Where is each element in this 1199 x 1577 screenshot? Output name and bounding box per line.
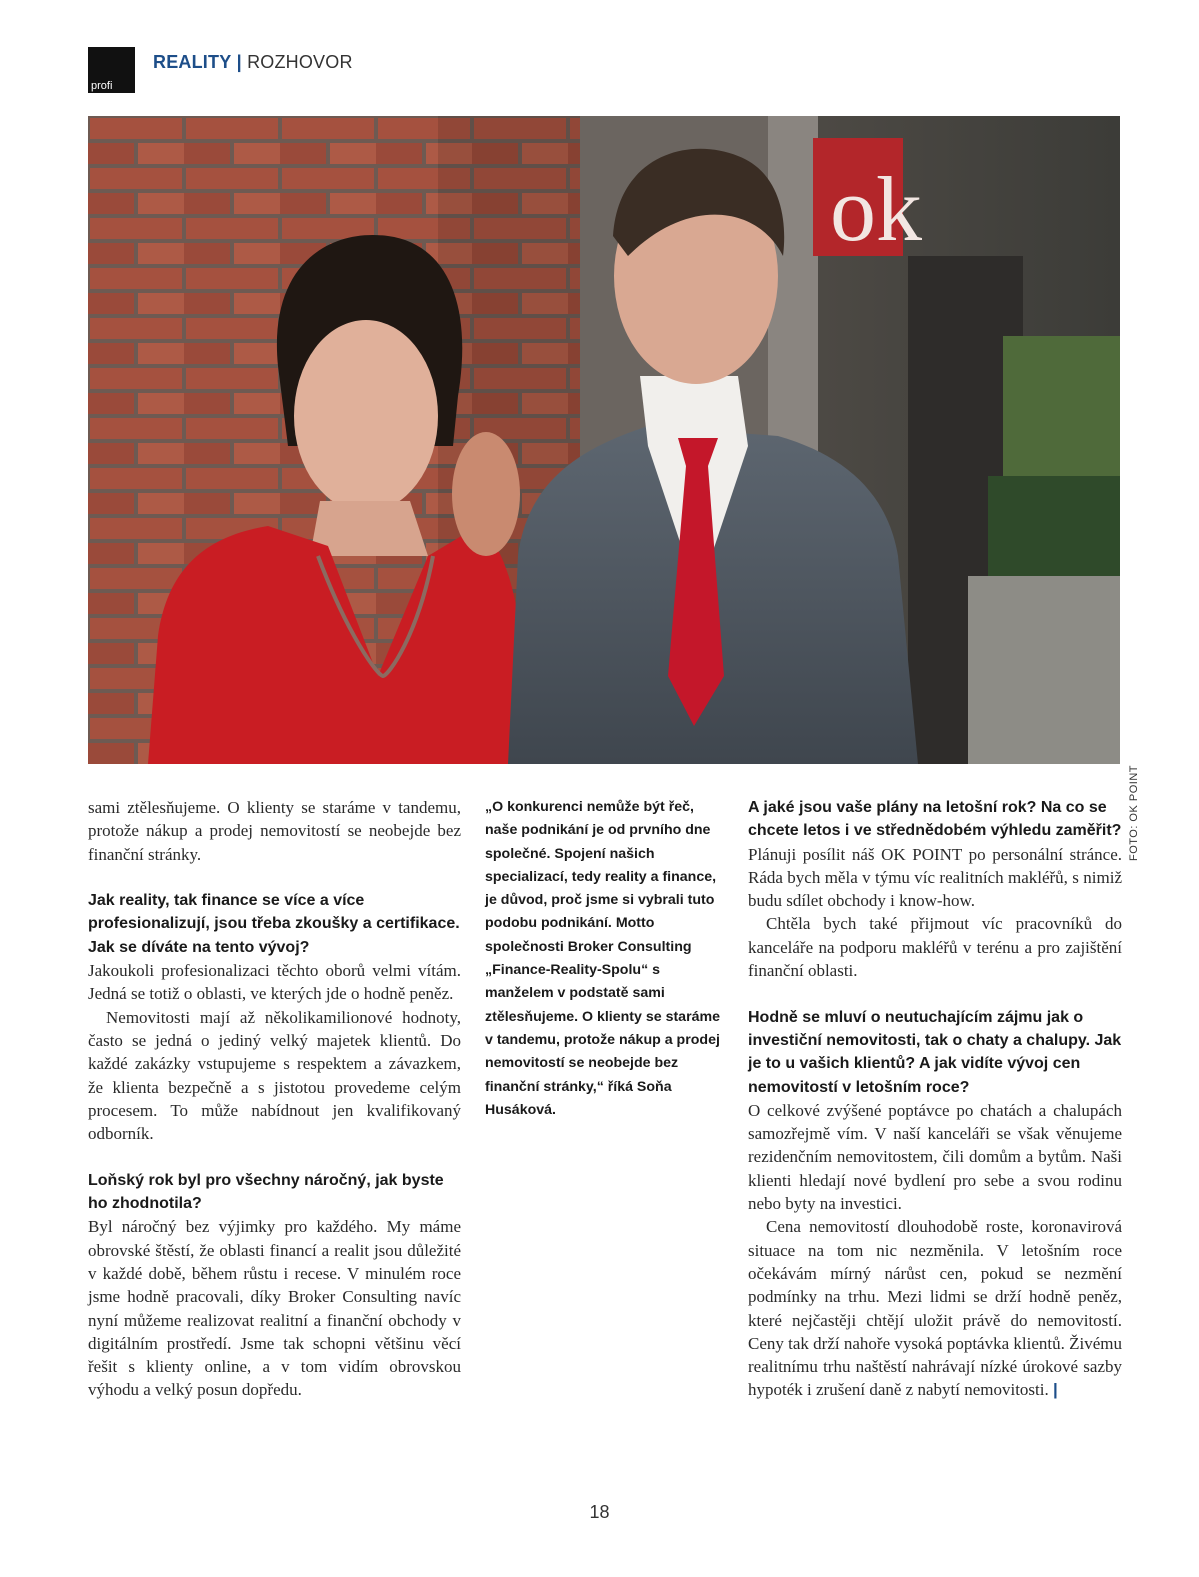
paragraph-text: Cena nemovitostí dlouhodobě roste, koronavirová situace na tom nic nezměnila. V letošním roce očekávám mírný nárůst cen, pokud se nezmění podmínky na trhu. Mezi lidmi se drží hodně peněz, které nejčastěji chtějí uložit právě do nemovitostí. Ceny tak drží nahoře vysoká poptávka klientů. Živému realitnímu trhu naštěstí nahrávají nízké úrokové sazby hypoték i zrušení daně z nabytí nemovitosti. (748, 1217, 1122, 1400)
paragraph: Byl náročný bez výjimky pro každého. My máme obrovské štěstí, že oblasti financí a realit jsou důležité v každé době, během růstu i recese. V minulém roce jsme hodně pracovali, díky Broker Consulting navíc nyní můžeme realizovat realitní a finanční obchody v digitálním prostředí. Jsme tak schopni většinu věcí řešit s klienty online, a v tom vidím obrovskou výhodu a velký posun dopředu. (88, 1217, 461, 1400)
sign-text: ok (830, 158, 922, 260)
logo-text: profi (91, 80, 113, 92)
article-column-1 (88, 796, 461, 1402)
section-subtitle: ROZHOVOR (247, 52, 353, 72)
interview-photo (88, 116, 1120, 764)
paragraph: O celkové zvýšené poptávce po chatách a chalupách samozřejmě vím. V naší kanceláři se však věnujeme rezidenčním nemovitostem, čili domům a bytům. Naši klienti hledají nové bydlení pro sebe a svou rodinu nebo byty na investici. (748, 1100, 1122, 1214)
paragraph: Chtěla bych také přijmout víc pracovníků do kanceláře na podporu makléřů v terénu a pro zajištění finanční oblasti. (748, 914, 1122, 981)
interview-question: A jaké jsou vaše plány na letošní rok? Na co se chcete letos i ve střednědobém výhledu zaměřit? (748, 799, 1122, 840)
magazine-logo (88, 47, 135, 93)
paragraph: Nemovitosti mají až několikamilionové hodnoty, často se jedná o jediný velký majetek klientů. Do každé zakázky vstupujeme s respektem a závazkem, že klienta bezpečně a s jistotou provedeme celým procesem. To může nabídnout jen kvalifikovaný odborník. (88, 1007, 461, 1144)
interview-question: Hodně se mluví o neutuchajícím zájmu jak o investiční nemovitosti, tak o chaty a chalupy. Jak je to u vašich klientů? A jak vidíte vývoj cen nemovitostí v letošním roce? (748, 1008, 1122, 1096)
pull-quote: „O konkurenci nemůže být řeč, naše podnikání je od prvního dne společné. Spojení našich specializací, tedy reality a finance, je důvod, proč jsme si vybrali tuto podobu podnikání. Motto společnosti Broker Consulting „Finance-Reality-Spolu“ s manželem v podstatě sami ztělesňujeme. O klienty se staráme v tandemu, protože nákup a prodej nemovitostí se neobejde bez finanční stránky,“ říká Soňa Husáková. (485, 799, 720, 1118)
photo-credit-wrapper (1128, 765, 1142, 865)
section-header (153, 51, 353, 73)
article-end-mark: | (1053, 1380, 1058, 1400)
photo-illustration (88, 116, 1120, 764)
paragraph: sami ztělesňujeme. O klienty se staráme v tandemu, protože nákup a prodej nemovitostí se neobejde bez finanční stránky. (88, 798, 461, 864)
interview-question: Loňský rok byl pro všechny náročný, jak byste ho zhodnotila? (88, 1171, 444, 1213)
last-paragraph (748, 1215, 1122, 1401)
photo-credit: FOTO: OK POINT (1128, 765, 1140, 862)
page-number: 18 (589, 1502, 610, 1522)
section-separator: | (236, 52, 242, 72)
paragraph: Plánuji posílit náš OK POINT po personální stránce. Ráda bych měla v týmu víc realitních makléřů, s nimiž budu sdílet obchody i know-how. (748, 844, 1122, 911)
paragraph: Jakoukoli profesionalizaci těchto oborů velmi vítám. Jedná se totiž o oblasti, ve kterých jde o hodně peněz. (88, 961, 461, 1004)
article-column-3 (748, 796, 1122, 1402)
pull-quote-column (485, 796, 725, 1122)
interview-question: Jak reality, tak finance se více a více profesionalizují, jsou třeba zkoušky a certifikace. Jak se díváte na tento vývoj? (88, 892, 460, 956)
section-title: REALITY (153, 52, 232, 72)
